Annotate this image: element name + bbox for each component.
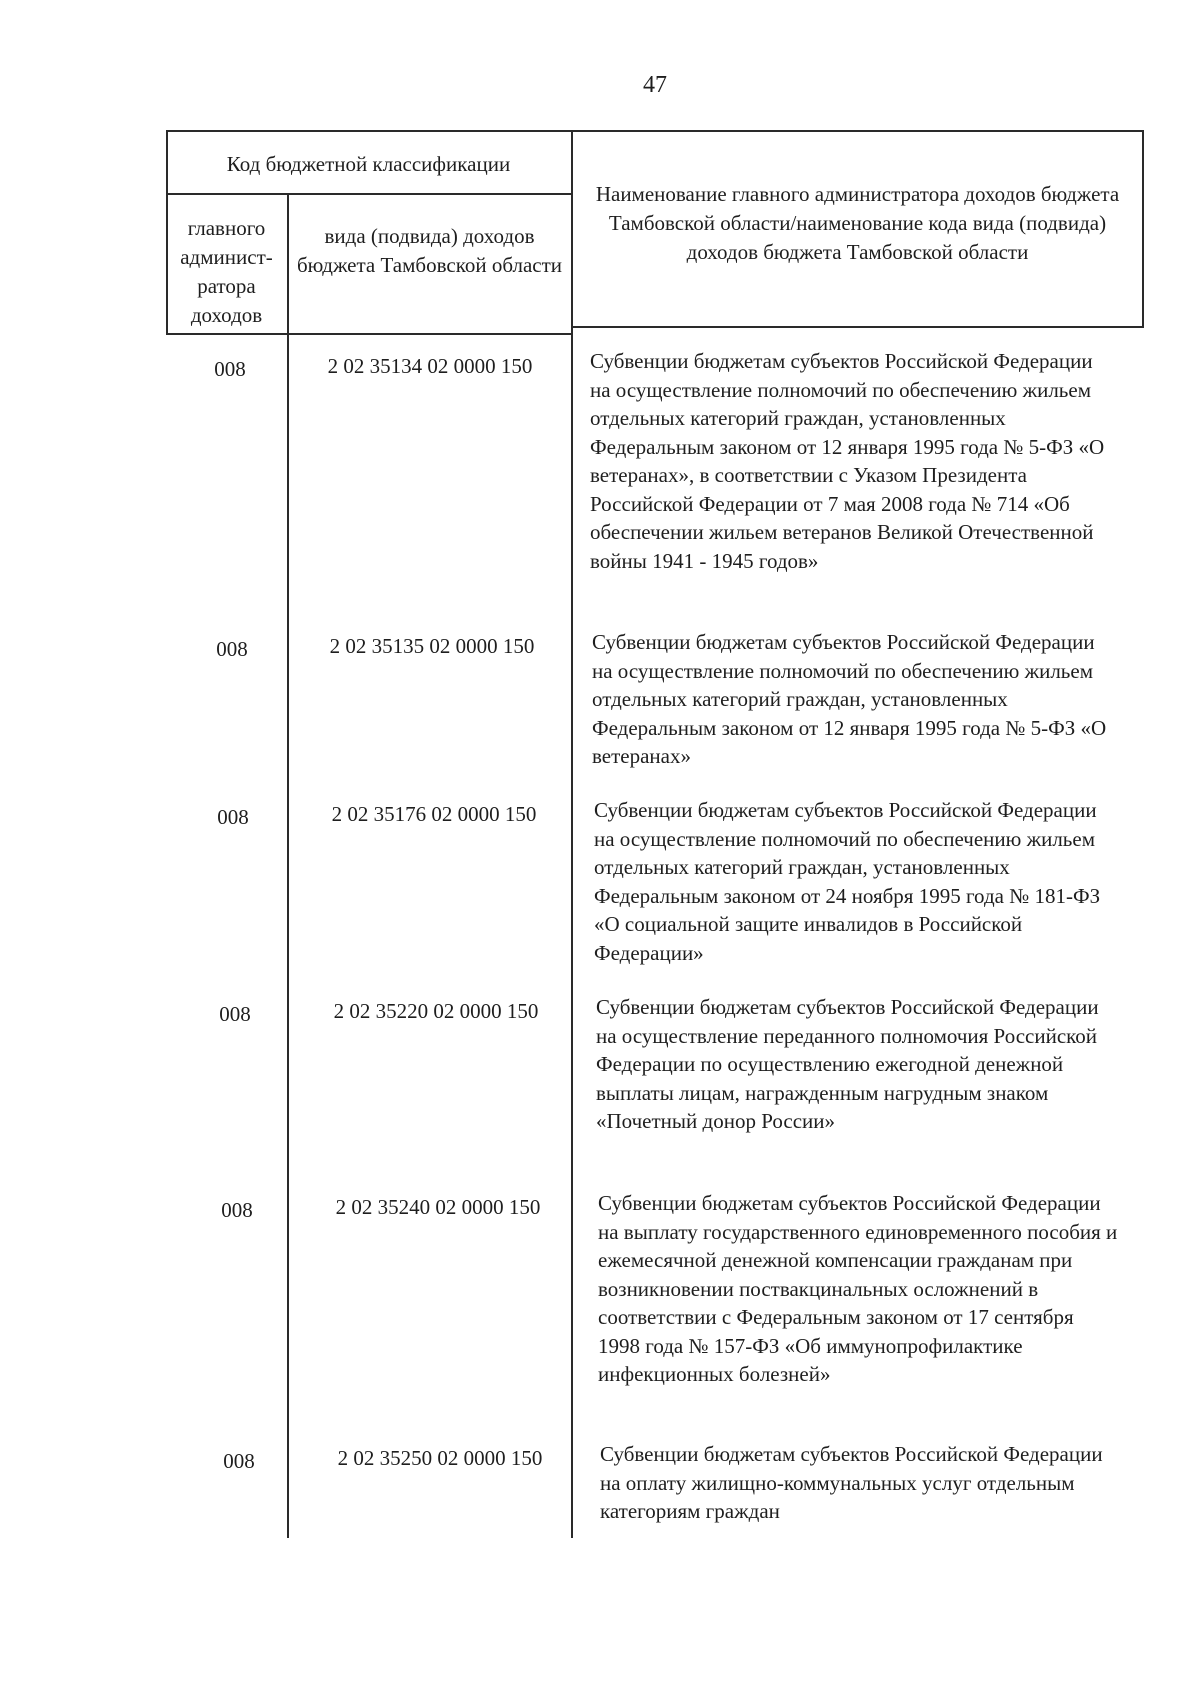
admin-code: 008 <box>217 805 249 829</box>
income-code: 2 02 35240 02 0000 150 <box>335 1195 541 1219</box>
income-description: Субвенции бюджетам субъектов Российской Федерации на осуществление переданного полномочия Российской Федерации по осуществлению ежегодной денежной выплаты лицам, награжденным нагрудным знаком «Почетный донор России» <box>596 995 1099 1133</box>
header-admin-code: главного админист-ратора доходов <box>180 216 273 327</box>
income-code: 2 02 35135 02 0000 150 <box>329 634 535 658</box>
header-income-code: вида (подвида) доходов бюджета Тамбовской области <box>296 224 563 277</box>
table-border-top <box>166 130 1144 132</box>
header-bottom-line <box>166 333 571 335</box>
income-description: Субвенции бюджетам субъектов Российской Федерации на оплату жилищно-коммунальных услуг отдельным категориям граждан <box>600 1442 1103 1523</box>
page-number: 47 <box>643 72 667 98</box>
header-name: Наименование главного администратора доходов бюджета Тамбовской области/наименование кода вида (подвида) доходов бюджета Тамбовской области <box>595 182 1120 264</box>
table-border-right <box>1142 130 1144 327</box>
admin-code: 008 <box>219 1002 251 1026</box>
income-description: Субвенции бюджетам субъектов Российской Федерации на осуществление полномочий по обеспечению жильем отдельных категорий граждан, установленных Федеральным законом от 24 ноября 1995 года № 181-ФЗ «О социальной защите инвалидов в Российской Федерации» <box>594 798 1101 965</box>
admin-code: 008 <box>214 357 246 381</box>
header-group-title: Код бюджетной классификации <box>226 152 511 176</box>
column-divider-2 <box>571 130 573 1538</box>
income-code: 2 02 35250 02 0000 150 <box>337 1446 543 1470</box>
income-description: Субвенции бюджетам субъектов Российской Федерации на осуществление полномочий по обеспечению жильем отдельных категорий граждан, установленных Федеральным законом от 12 января 1995 года № 5-ФЗ «О ветеранах», в соответствии с Указом Президента Российской Федерации от 7 мая 2008 года № 714 «Об обеспечении жильем ветеранов Великой Отечественной войны 1941 - 1945 годов» <box>590 349 1105 573</box>
header-split-line <box>166 193 571 195</box>
admin-code: 008 <box>223 1449 255 1473</box>
income-code: 2 02 35176 02 0000 150 <box>331 802 537 826</box>
admin-code: 008 <box>221 1198 253 1222</box>
column-divider-1 <box>287 193 289 1538</box>
income-description: Субвенции бюджетам субъектов Российской Федерации на осуществление полномочий по обеспечению жильем отдельных категорий граждан, установленных Федеральным законом от 12 января 1995 года № 5-ФЗ «О ветеранах» <box>592 630 1107 768</box>
header-bottom-line-right <box>571 326 1144 328</box>
admin-code: 008 <box>216 637 248 661</box>
income-code: 2 02 35220 02 0000 150 <box>333 999 539 1023</box>
income-description: Субвенции бюджетам субъектов Российской Федерации на выплату государственного единовременного пособия и ежемесячной денежной компенсации гражданам при возникновении поствакцинальных осложнений в соответствии с Федеральным законом от 17 сентября 1998 года № 157-ФЗ «Об иммунопрофилактике инфекционных болезней» <box>598 1191 1118 1386</box>
income-code: 2 02 35134 02 0000 150 <box>327 354 533 378</box>
